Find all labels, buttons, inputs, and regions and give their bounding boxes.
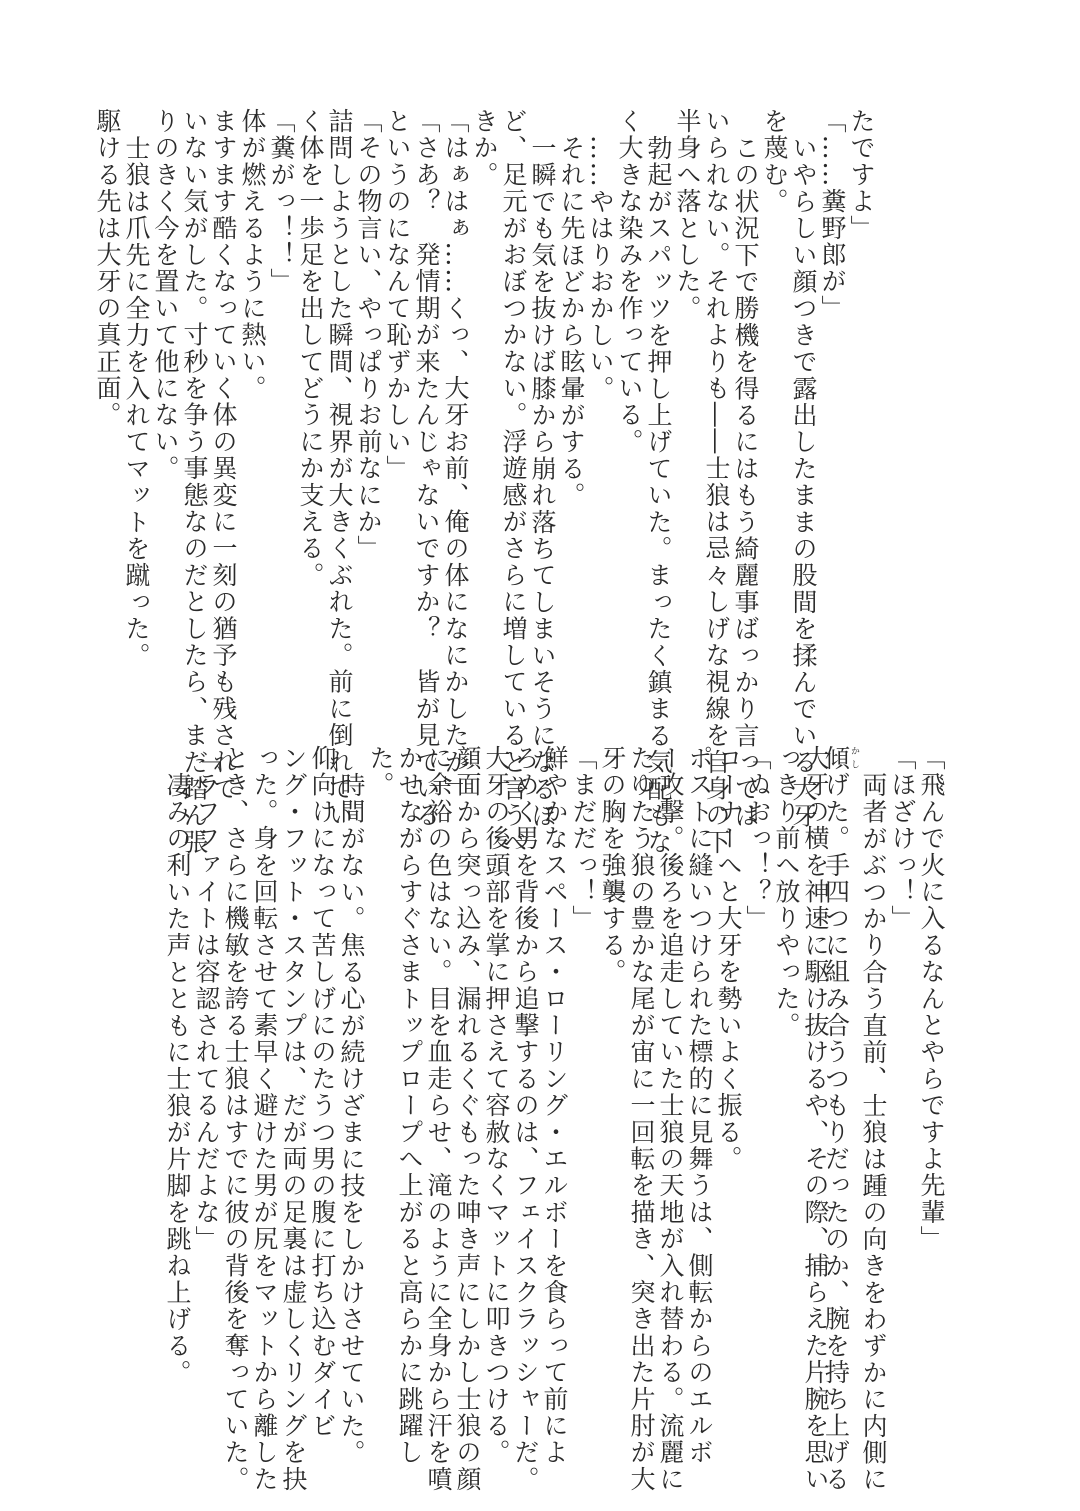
line-text: っきり前へ放りやった。 [772,745,801,1039]
line-text: きか。 [470,108,499,189]
text-line [192,745,221,1365]
line-text: ろめく男を背後から追撃するのは、フェイスクラッシャーだ。 [511,745,540,1493]
text-line [470,108,499,728]
text-line [627,745,656,1493]
text-line [714,745,743,1365]
line-text: げた。手四つに組み合うつもりだったのか、腕を持ち上げる [821,771,851,1493]
line-text: 一瞬でも気を抜けば膝から崩れ落ちてしまいそうになるほ [528,135,557,830]
line-text: 鮮やかなスペース・ローリング・エルボーを食らって前によ [540,745,569,1466]
line-text: 「まだだっ！」 [569,745,598,932]
text-line [859,745,888,1493]
text-line [267,108,296,728]
line-text: 「はぁはぁ……くっ、大牙お前、俺の体になにかしたか」 [441,108,470,803]
line-text: 時間がない。焦る心が続けざまに技をしかけさせていた。 [337,772,366,1467]
line-text: 勃起がスパッツを押し上げていた。まったく鎮まる気配もな [644,135,673,856]
text-line [354,108,383,728]
line-text: いられない。それよりも――士狼は忌々しげな視線を自身の下 [702,108,731,856]
text-line [308,745,337,1440]
text-line [296,108,325,728]
line-text: 「ほざけっ！」 [888,745,917,932]
line-text: ポストに縫いつけられた標的に見舞うは、側転からのエルボ [685,745,714,1466]
line-text: 牙の胸を強襲する。 [598,745,627,986]
line-text: 体が燃えるように熱い。 [238,108,267,402]
line-text: いない気がした。寸秒を争う事態なのだとしたら、まだ踏ん張 [180,108,209,856]
line-text: 「ラフファイトは容認されてるんだよな」 [192,745,221,1253]
line-text: コーナーへと大牙を勢いよく振る。 [714,745,743,1173]
text-line [540,745,569,1466]
text-line [279,745,308,1493]
text-line [366,745,395,1365]
text-line [221,745,250,1493]
text-line [482,745,511,1466]
line-text: りのきく今を置いて他にない。 [151,108,180,482]
text-line [615,108,644,728]
text-line [412,108,441,829]
text-line [801,745,830,1493]
text-line [383,108,412,728]
text-line [917,745,946,1365]
text-line [93,108,122,728]
line-text: 士狼は爪先に全力を入れてマットを蹴った。 [122,135,151,669]
text-line [772,745,801,1365]
line-text: かせながらすぐさまトップロープへ上がると高らかに跳躍し [395,745,424,1466]
line-text: を蔑む。 [760,108,789,215]
line-text: 大牙の後頭部を掌に押さえて容赦なくマットに叩きつける。 [482,745,511,1466]
text-line [250,745,279,1493]
line-text: いやらしい顔つきで露出したままの股間を揉んでいる大牙 [789,135,818,830]
text-line [511,745,540,1493]
line-text: 「ぬおっ！？」 [743,745,772,932]
line-text: 駆ける先は大牙の真正面。 [93,108,122,429]
line-text: ング・フット・スタンプは、だが両の足裏は虚しくリングを抉 [279,745,308,1493]
line-text: 半身へ落とした。 [673,108,702,322]
line-text: それに先ほどから眩暈がする。 [557,135,586,509]
line-text: く大きな染みを作っている。 [615,108,644,456]
text-line [847,108,876,728]
line-text: 凄みの利いた声とともに士狼が片脚を跳ね上げる。 [163,772,192,1387]
text-line [528,108,557,830]
text-line [644,108,673,856]
text-line [557,108,586,728]
line-text: たゆたう狼の豊かな尾が宙に一回転を描き、突き出た片肘が大 [627,745,656,1493]
line-text: ……やはりおかしい。 [586,135,615,402]
text-line [702,108,731,856]
ruby-base: 傾 [821,745,851,772]
line-text: たですよ」 [847,108,876,242]
text-line [424,745,453,1493]
line-text: 「さあ？ 発情期が来たんじゃないですか？ 皆が見ている [412,108,441,829]
text-line [180,108,209,856]
text-line [569,745,598,1365]
text-line [656,745,685,1493]
line-text: というのになんて恥ずかしい」 [383,108,412,482]
text-line [395,745,424,1466]
text-line [209,108,238,803]
text-line [821,745,859,1493]
text-line [337,745,366,1467]
line-text: 詰問しようとした瞬間、視界が大きくぶれた。前に倒れてい [325,108,354,829]
line-text: この状況下で勝機を得るにはもう綺麗事ばっかり言っては [731,135,760,830]
line-text: 「糞がっ！！」 [267,108,296,295]
text-line [685,745,714,1466]
line-text: 大牙の横を神速に駆け抜けるや、その際、捕らえた片腕を思い [801,745,830,1493]
text-line [598,745,627,1365]
line-text: 「……糞野郎が」 [818,108,847,322]
text-line [238,108,267,728]
line-text: 「その物言い、やっぱりお前なにか」 [354,108,383,562]
line-text: た。 [366,745,395,799]
text-line [760,108,789,728]
line-text: ますます酷くなっていく体の異変に一刻の猶予も残されて [209,108,238,803]
text-line [441,108,470,803]
text-line [818,108,847,728]
text-line [731,108,760,830]
text-line [888,745,917,1365]
line-text: った。身を回転させて素早く避けた男が尻をマットから離した [250,745,279,1493]
bottom-text-block [163,745,946,1493]
text-line [163,745,192,1387]
text-line [789,108,818,830]
line-text: 両者がぶつかり合う直前、士狼は踵の向きをわずかに内側に [859,772,888,1493]
line-text: に余裕の色はない。目を血走らせ、滝のように全身から汗を噴 [424,745,453,1493]
line-text: 「飛んで火に入るなんとやらですよ先輩」 [917,745,946,1253]
text-line [673,108,702,728]
text-line [151,108,180,728]
ruby-text: かし [849,745,859,772]
text-line [325,108,354,829]
text-line [586,108,615,728]
line-text: ど、足元がおぼつかない。浮遊感がさらに増していると言うべ [499,108,528,856]
text-line [743,745,772,1365]
text-line [122,108,151,728]
line-text: く体を一歩足を出してどうにか支える。 [296,108,325,589]
line-text: ー攻撃。後ろを追走していた士狼の天地が入れ替わる。流麗に [656,745,685,1493]
line-text: 仰向けになって苦しげにのたうつ男の腹に打ち込むダイビ [308,745,337,1440]
line-text: とき、さらに機敏を誇る士狼はすでに彼の背後を奪っていた。 [221,745,250,1493]
text-line [453,745,482,1493]
line-text: 顔面から突っ込み、漏れるくぐもった呻き声にしかし士狼の顔 [453,745,482,1493]
text-line [499,108,528,856]
